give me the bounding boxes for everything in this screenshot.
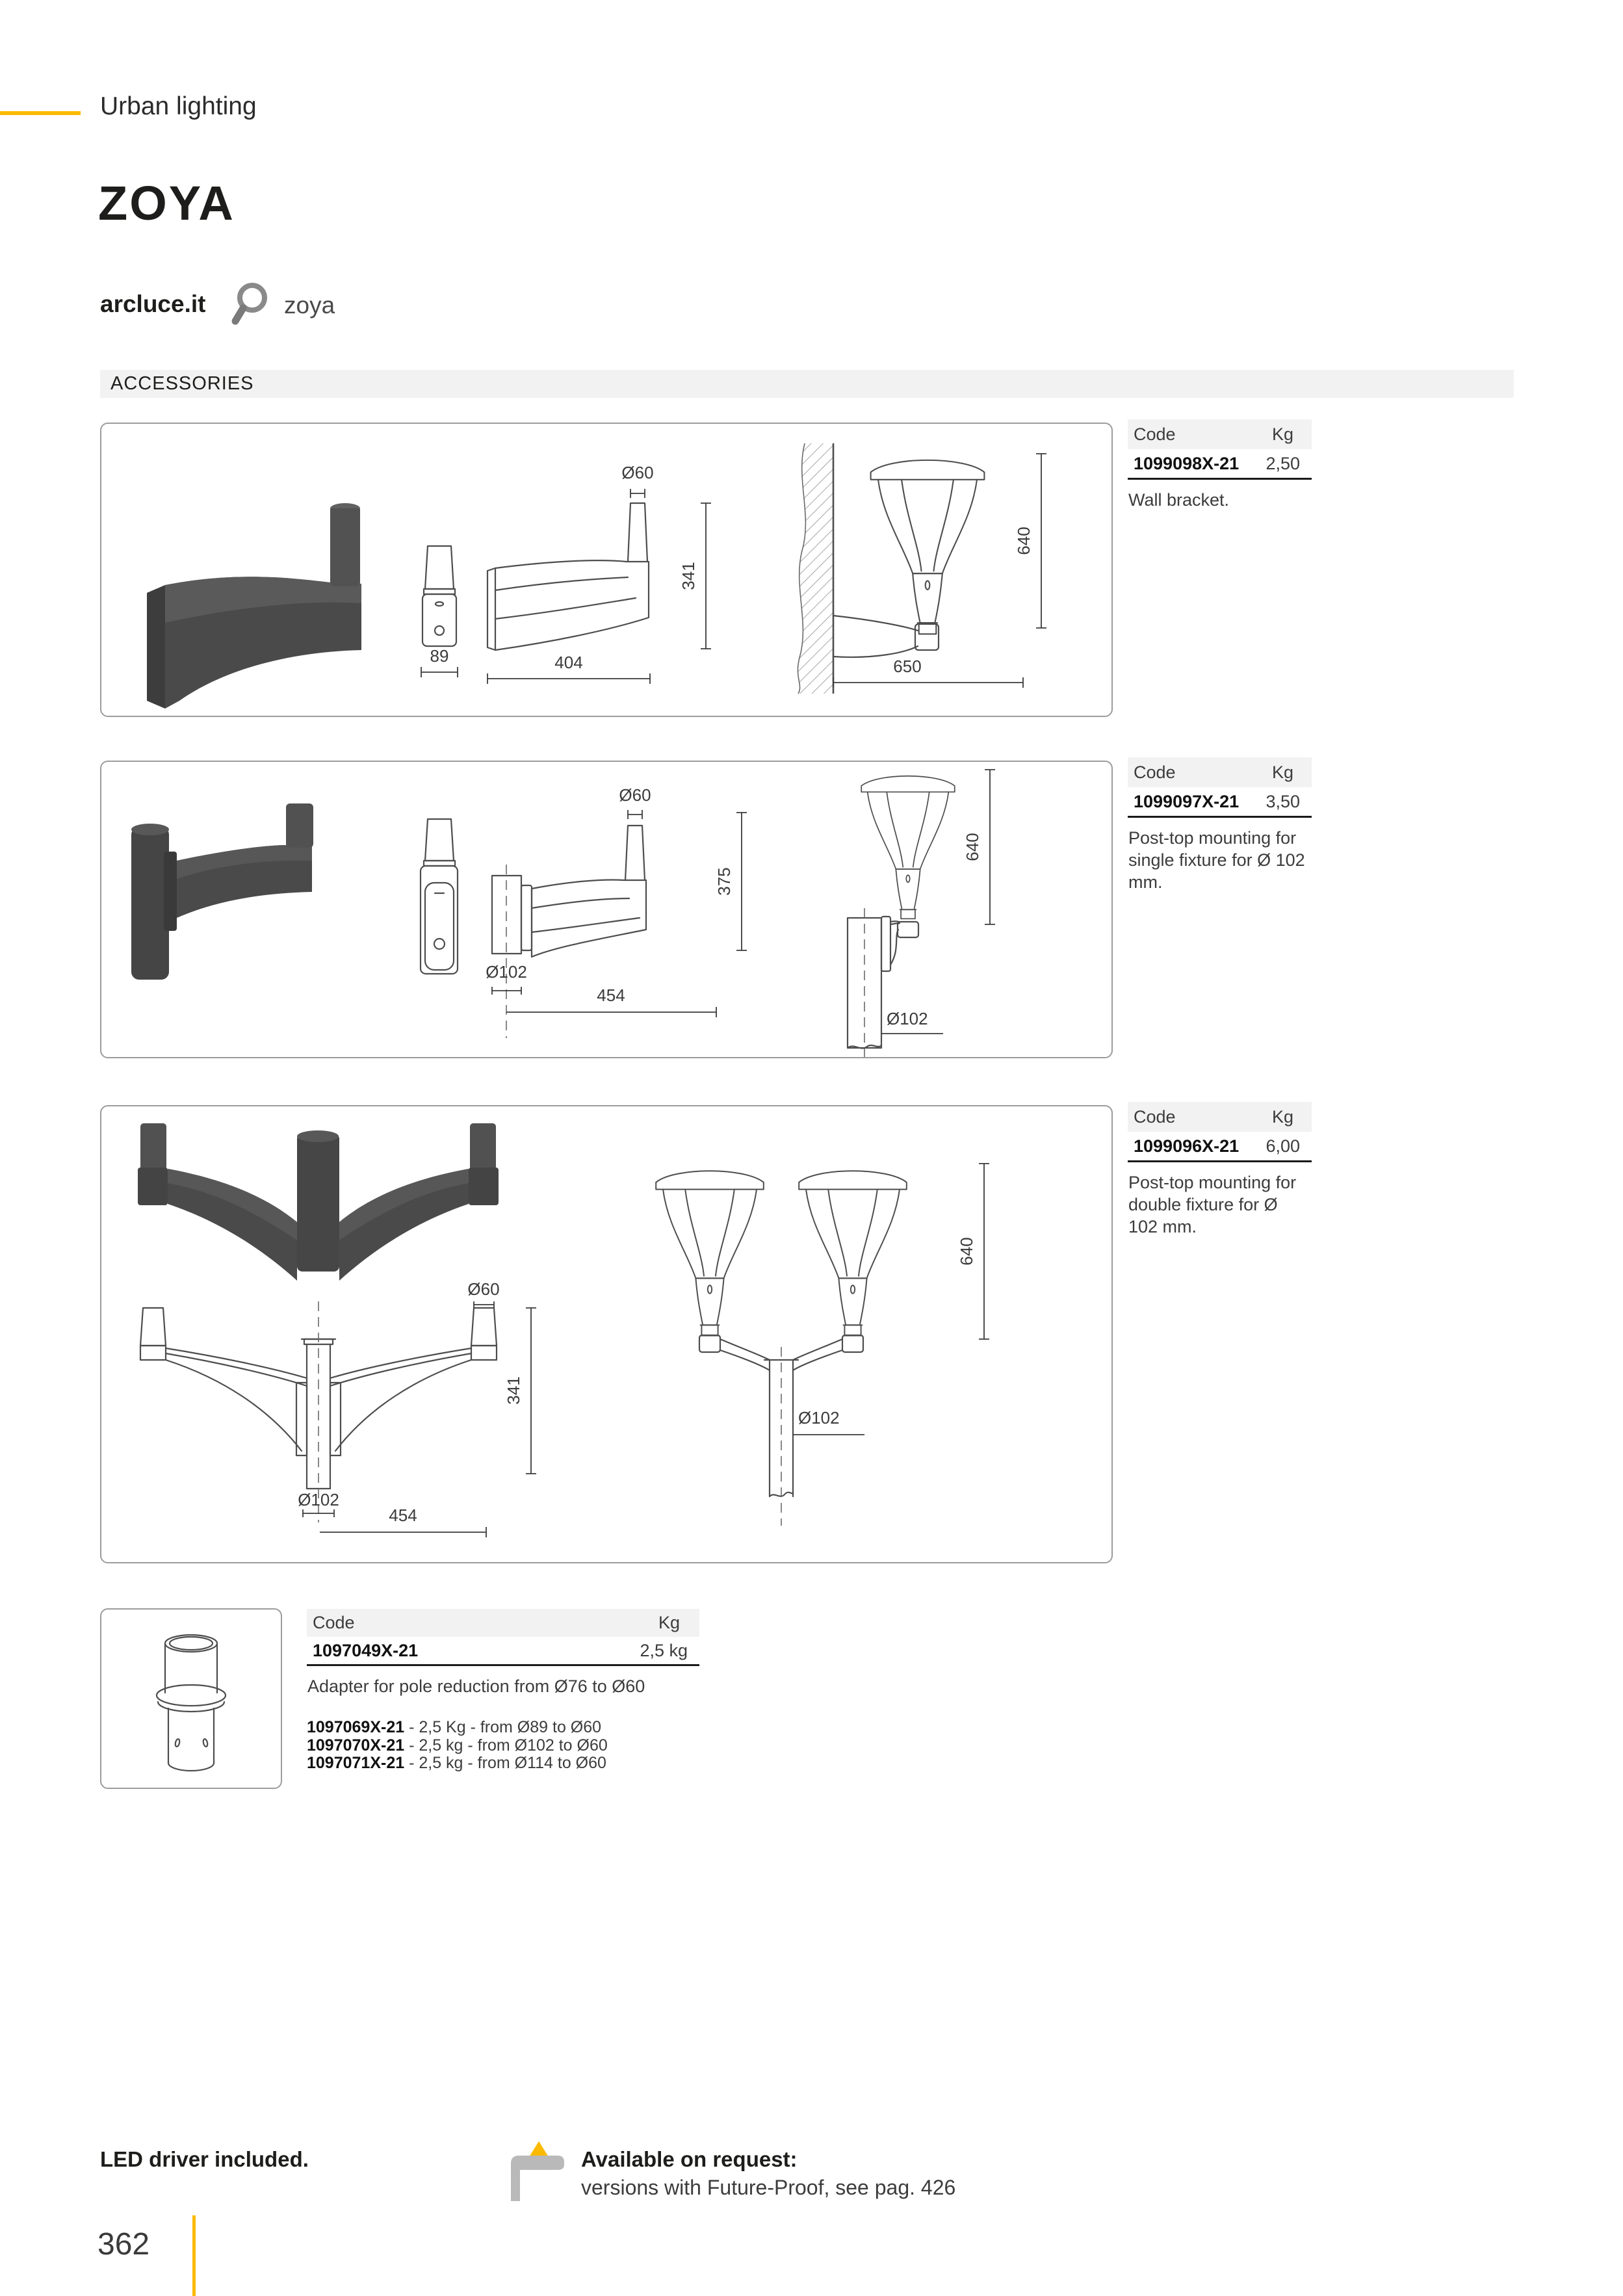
available-on-request-text[interactable]: versions with Future-Proof, see pag. 426 xyxy=(581,2176,956,2199)
product-code: 1099098X-21 xyxy=(1134,453,1240,473)
post-top-double-render xyxy=(138,1123,499,1281)
variant-line xyxy=(307,1755,699,1773)
bracket-side-view-2 xyxy=(492,826,646,1038)
post-top-single-render xyxy=(131,803,313,980)
product-description: Post-top mounting for single fixture for Ø 102 mm. xyxy=(1128,828,1305,892)
svg-text:341: 341 xyxy=(679,562,698,590)
variant-info: - 2,5 kg - from Ø102 to Ø60 xyxy=(404,1736,608,1755)
col-code: Code xyxy=(1134,1106,1176,1127)
product-description: Adapter for pole reduction from Ø76 to Ø60 xyxy=(307,1676,645,1696)
spec-table-wall-bracket xyxy=(1128,419,1312,511)
adapter-variants xyxy=(307,1719,699,1773)
svg-text:640: 640 xyxy=(1014,527,1033,555)
led-driver-note: LED driver included. xyxy=(100,2147,309,2171)
svg-text:Ø60: Ø60 xyxy=(467,1279,500,1299)
col-kg: Kg xyxy=(1271,424,1293,444)
bracket-front-view-2 xyxy=(421,819,458,974)
dim-341-box3 xyxy=(504,1308,536,1474)
svg-text:640: 640 xyxy=(963,833,982,861)
accent-rule xyxy=(0,111,81,115)
section-label: Urban lighting xyxy=(100,92,257,120)
page-title: ZOYA xyxy=(98,176,235,230)
bracket-side-view xyxy=(487,503,649,650)
dim-640-box3 xyxy=(957,1164,989,1339)
svg-text:Ø102: Ø102 xyxy=(798,1408,840,1428)
page-number-accent xyxy=(192,2215,196,2296)
table-header xyxy=(307,1609,699,1637)
svg-text:Ø60: Ø60 xyxy=(621,463,654,482)
col-kg: Kg xyxy=(1271,1106,1293,1127)
available-on-request-title: Available on request: xyxy=(581,2147,798,2171)
svg-text:650: 650 xyxy=(893,657,922,676)
accessory-box-adapter xyxy=(100,1608,282,1789)
dim-102-pole-box3 xyxy=(298,1490,339,1517)
accessories-label: ACCESSORIES xyxy=(110,373,254,394)
col-code: Code xyxy=(313,1613,355,1632)
spec-table-post-top-single xyxy=(1128,757,1312,893)
page-number: 362 xyxy=(97,2227,150,2262)
product-code: 1097049X-21 xyxy=(313,1640,419,1660)
search-icon xyxy=(226,281,269,328)
product-weight: 6,00 xyxy=(1266,1136,1300,1156)
dim-640-box2 xyxy=(963,770,995,924)
dim-89 xyxy=(421,646,458,677)
table-header xyxy=(1128,1102,1312,1132)
product-description: Wall bracket. xyxy=(1128,490,1230,510)
col-kg: Kg xyxy=(1271,762,1293,782)
svg-text:89: 89 xyxy=(430,646,449,666)
product-weight: 2,50 xyxy=(1266,453,1300,473)
svg-text:Ø102: Ø102 xyxy=(486,962,527,982)
product-weight: 3,50 xyxy=(1266,791,1300,811)
dim-454-box3 xyxy=(320,1506,486,1537)
product-description: Post-top mounting for double fixture for Ø 102 mm. xyxy=(1128,1173,1297,1236)
variant-line xyxy=(307,1737,699,1755)
table-row xyxy=(307,1637,699,1666)
col-kg: Kg xyxy=(658,1613,680,1632)
adapter-drawing xyxy=(101,1610,281,1788)
streetlamp-icon xyxy=(506,2141,571,2201)
wall-mount-drawing xyxy=(798,443,984,694)
variant-code: 1097071X-21 xyxy=(307,1754,405,1772)
dim-60-box2 xyxy=(619,785,651,819)
double-bracket-drawing xyxy=(140,1301,497,1522)
variant-info: - 2,5 kg - from Ø114 to Ø60 xyxy=(404,1754,606,1772)
brand-link[interactable]: arcluce.it xyxy=(100,291,206,317)
table-row xyxy=(1128,787,1312,818)
dim-341-box1 xyxy=(679,503,711,649)
svg-text:Ø60: Ø60 xyxy=(619,785,651,805)
accessory-box-post-top-double xyxy=(100,1105,1113,1563)
variant-info: - 2,5 Kg - from Ø89 to Ø60 xyxy=(404,1718,602,1736)
wall-bracket-render xyxy=(147,503,361,709)
dim-60-box3 xyxy=(467,1279,499,1308)
table-row xyxy=(1128,449,1312,480)
svg-text:Ø102: Ø102 xyxy=(887,1009,928,1028)
dim-102-lamp-box3 xyxy=(793,1408,864,1435)
dim-375 xyxy=(714,813,747,950)
svg-text:454: 454 xyxy=(389,1506,417,1525)
svg-text:640: 640 xyxy=(957,1237,976,1266)
product-code: 1099097X-21 xyxy=(1134,791,1240,811)
variant-code: 1097070X-21 xyxy=(307,1736,405,1755)
svg-text:454: 454 xyxy=(597,985,625,1005)
variant-line xyxy=(307,1719,699,1737)
dim-60-box1 xyxy=(621,463,653,498)
dim-404 xyxy=(487,653,650,684)
accessories-section-bar xyxy=(100,370,1514,398)
accessory-box-wall-bracket xyxy=(100,423,1113,717)
search-term: zoya xyxy=(284,292,335,319)
dim-102-lamp xyxy=(881,1009,943,1034)
box3-drawings xyxy=(101,1106,1111,1562)
product-weight: 2,5 kg xyxy=(640,1640,688,1660)
product-code: 1099096X-21 xyxy=(1134,1136,1240,1156)
box1-drawings xyxy=(101,424,1111,716)
table-header xyxy=(1128,419,1312,449)
dim-454-box2 xyxy=(506,985,716,1017)
svg-text:404: 404 xyxy=(554,653,583,672)
col-code: Code xyxy=(1134,424,1176,444)
double-fixture-drawing xyxy=(656,1171,907,1526)
spec-table-adapter xyxy=(307,1609,699,1773)
svg-text:375: 375 xyxy=(714,867,734,896)
spec-table-post-top-double xyxy=(1128,1102,1312,1238)
svg-text:341: 341 xyxy=(504,1376,523,1405)
dim-640-box1 xyxy=(1014,454,1046,628)
bracket-front-view xyxy=(422,546,456,646)
dim-650 xyxy=(833,657,1023,688)
svg-text:Ø102: Ø102 xyxy=(298,1490,339,1509)
table-header xyxy=(1128,757,1312,787)
col-code: Code xyxy=(1134,762,1176,782)
table-row xyxy=(1128,1132,1312,1162)
variant-code: 1097069X-21 xyxy=(307,1718,405,1736)
accessory-box-post-top-single xyxy=(100,761,1113,1058)
box2-drawings xyxy=(101,762,1111,1057)
